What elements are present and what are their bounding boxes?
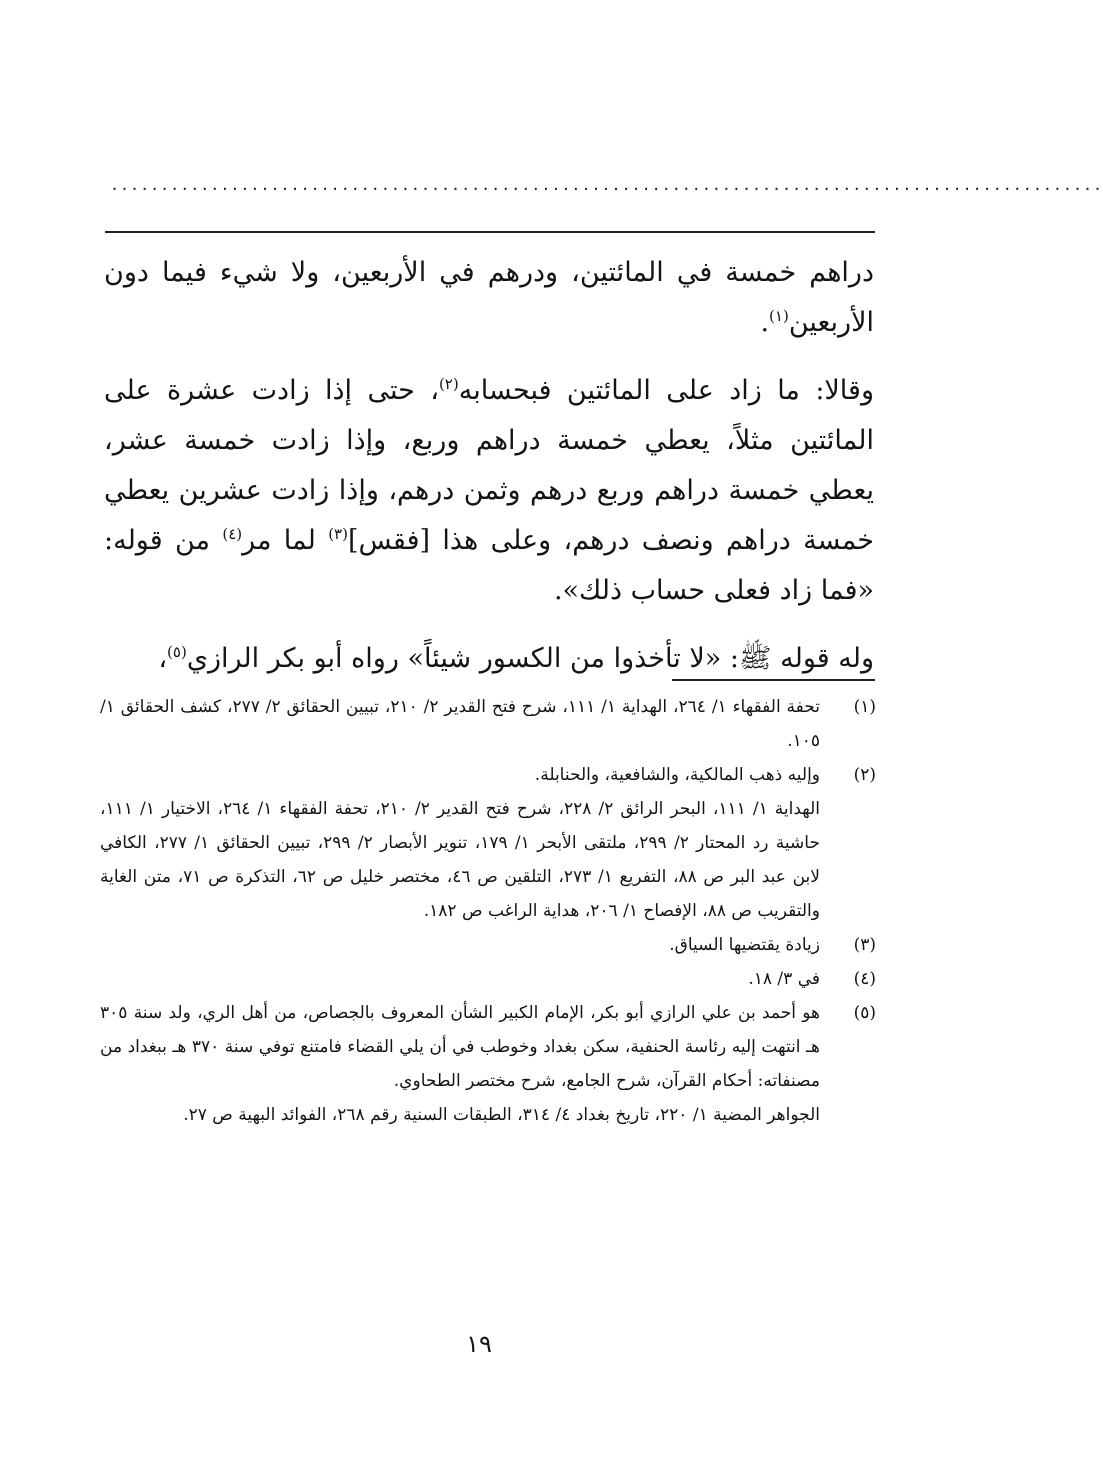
footnote-text: زيادة يقتضيها السياق. [669, 935, 820, 955]
paragraph-2-part-b: ، حتى إذا زادت عشرة على المائتين مثلاً، يعطي خمسة دراهم وربع، وإذا زادت خمسة عشر، يعطي خمسة دراهم وربع درهم وثمن درهم، وإذا زادت عشرين يعطي خمسة دراهم ونصف درهم، وعلى هذا [فقس] [104, 375, 874, 556]
paragraph-3 [104, 634, 874, 684]
page-number: ١٩ [466, 1330, 492, 1358]
footnote-number: (٥) [853, 1003, 876, 1023]
paragraph-2-part-a: وقالا: ما زاد على المائتين فبحسابه [458, 375, 874, 406]
footnotes [100, 690, 876, 1132]
top-rule [105, 231, 875, 233]
footnote-3 [100, 928, 876, 962]
separator-dots: ................................................................................................... [110, 176, 1103, 194]
footnote-ref-5[interactable]: (٥) [167, 643, 187, 661]
footnote-ref-4[interactable]: (٤) [222, 525, 243, 543]
footnote-text: وإليه ذهب المالكية، والشافعية، والحنابلة. [534, 765, 820, 785]
paragraph-1 [104, 248, 874, 348]
footnote-5 [100, 996, 876, 1132]
paragraph-3-text: وله قوله ﷺ: «لا تأخذوا من الكسور شيئاً» رواه أبو بكر الرازي [186, 643, 874, 674]
footnote-1 [100, 690, 876, 758]
paragraph-2-part-d: من قوله: «فما زاد فعلى حساب ذلك». [104, 525, 874, 606]
paragraph-1-end: . [760, 307, 770, 338]
footnote-number: (٤) [853, 969, 876, 989]
footnote-rule [672, 679, 875, 681]
footnote-number: (٢) [853, 765, 876, 785]
paragraph-1-text: دراهم خمسة في المائتين، ودرهم في الأربعين، ولا شيء فيما دون الأربعين [104, 257, 874, 338]
footnote-text: الهداية ١/ ١١١، البحر الرائق ٢/ ٢٢٨، شرح فتح القدير ٢/ ٢١٠، تحفة الفقهاء ١/ ٢٦٤، الاختيار ١/ ١١١، حاشية رد المحتار ٢/ ٢٩٩، ملتقى الأبحر ١/ ١٧٩، تنوير الأبصار ٢/ ٢٩٩، تبيين الحقائق ١/ ٢٧٧، الكافي لابن عبد البر ص ٨٨، التفريع ١/ ٢٧٣، التلقين ص ٤٦، مختصر خليل ص ٦٢، التذكرة ص ٧١، متن الغاية والتقريب ص ٨٨، الإفصاح ١/ ٢٠٦، هداية الراغب ص ١٨٢. [100, 799, 820, 921]
footnote-number: (١) [853, 697, 876, 717]
paragraph-2 [104, 366, 874, 616]
paragraph-3-end: ، [158, 643, 168, 674]
main-text [104, 248, 874, 702]
footnote-text: هو أحمد بن علي الرازي أبو بكر، الإمام الكبير الشأن المعروف بالجصاص، من أهل الري، ولد سنة ٣٠٥ هـ انتهت إليه رئاسة الحنفية، سكن بغداد وخوطب في أن يلي القضاء فامتنع توفي سنة ٣٧٠ هـ ببغداد من مصنفاته: أحكام القرآن، شرح الجامع، شرح مختصر الطحاوي. [100, 1003, 821, 1091]
footnote-text: تحفة الفقهاء ١/ ٢٦٤، الهداية ١/ ١١١، شرح فتح القدير ٢/ ٢١٠، تبيين الحقائق ٢/ ٢٧٧، كشف الحقائق ١/ ١٠٥. [100, 697, 820, 751]
footnote-text: الجواهر المضية ١/ ٢٢٠، تاريخ بغداد ٤/ ٣١٤، الطبقات السنية رقم ٢٦٨، الفوائد البهية ص ٢٧. [183, 1105, 820, 1125]
footnote-ref-2[interactable]: (٢) [438, 375, 459, 393]
footnote-number: (٣) [853, 935, 876, 955]
footnote-4 [100, 962, 876, 996]
footnote-ref-3[interactable]: (٣) [328, 525, 348, 543]
paragraph-2-part-c: لما مر [242, 525, 329, 556]
footnote-ref-1[interactable]: (١) [769, 307, 789, 325]
footnote-text: في ٣/ ١٨. [748, 969, 820, 989]
footnote-2 [100, 758, 876, 928]
